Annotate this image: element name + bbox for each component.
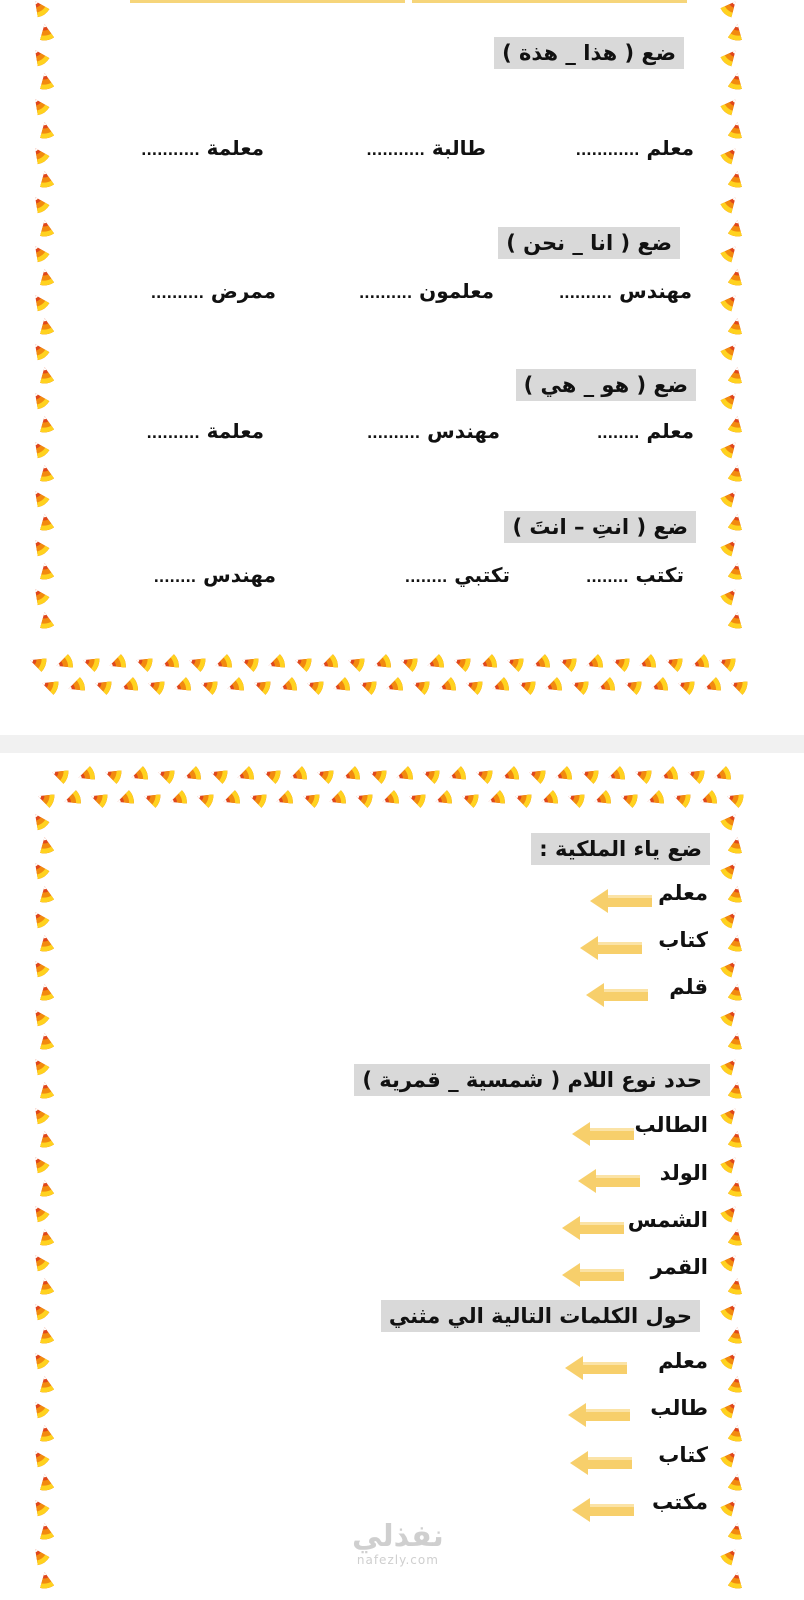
top-divider-left xyxy=(130,0,405,3)
fill-item xyxy=(141,136,264,160)
fill-item xyxy=(405,563,510,587)
blank-dots: ........... xyxy=(141,143,200,159)
blank-dots: .......... xyxy=(150,286,204,302)
watermark-latin: nafezly.com xyxy=(356,1553,439,1567)
item-word: مهندس xyxy=(619,279,692,303)
exercise-heading: ضع ( انتِ – انتَ ) xyxy=(504,511,696,543)
exercise-heading: ضع ( انا _ نحن ) xyxy=(498,227,680,259)
blank-dots: ........ xyxy=(153,570,197,586)
exercise-heading: ضع ( هو _ هي ) xyxy=(516,369,696,401)
item-word: معلمة xyxy=(206,136,264,160)
watermark xyxy=(352,1521,444,1567)
item-word: الولد xyxy=(659,1161,708,1185)
blank-dots: ........ xyxy=(586,570,629,586)
blank-dots: ........... xyxy=(366,143,425,159)
arrow-left-icon xyxy=(570,1450,632,1476)
item-word: معلم xyxy=(658,881,708,905)
top-divider-right xyxy=(412,0,687,3)
item-word: طالبة xyxy=(431,136,486,160)
blank-dots: ........ xyxy=(404,570,448,586)
item-word: كتاب xyxy=(658,928,708,952)
worksheet-page-1 xyxy=(0,0,804,735)
worksheet-page-2 xyxy=(0,753,804,1600)
item-word: كتاب xyxy=(658,1443,708,1467)
arrow-left-icon xyxy=(586,982,648,1008)
item-word: معلمة xyxy=(206,419,264,443)
fill-item xyxy=(597,419,694,443)
fill-item xyxy=(151,279,276,303)
candy-corn-border xyxy=(0,0,804,735)
arrow-left-icon xyxy=(565,1355,627,1381)
item-word: مكتب xyxy=(651,1490,708,1514)
blank-dots: .......... xyxy=(146,426,200,442)
item-word: معلم xyxy=(646,419,694,443)
fill-item xyxy=(367,419,500,443)
item-word: تكتب xyxy=(635,563,684,587)
arrow-left-icon xyxy=(590,888,652,914)
arrow-left-icon xyxy=(568,1402,630,1428)
fill-item xyxy=(576,136,694,160)
item-word: معلمون xyxy=(419,279,494,303)
exercise-heading: ضع ياء الملكية : xyxy=(531,833,710,865)
fill-item xyxy=(154,563,276,587)
arrow-left-icon xyxy=(562,1215,624,1241)
arrow-left-icon xyxy=(562,1262,624,1288)
exercise-heading: حدد نوع اللام ( شمسية _ قمرية ) xyxy=(354,1064,710,1096)
item-word: طالب xyxy=(650,1396,708,1420)
item-word: معلم xyxy=(658,1349,708,1373)
exercise-heading: حول الكلمات التالية الي مثني xyxy=(381,1300,700,1332)
fill-item xyxy=(359,279,494,303)
arrow-left-icon xyxy=(578,1168,640,1194)
item-word: مهندس xyxy=(427,419,500,443)
arrow-left-icon xyxy=(580,935,642,961)
item-word: مهندس xyxy=(203,563,276,587)
fill-item xyxy=(146,419,264,443)
fill-item xyxy=(366,136,486,160)
item-word: تكتبي xyxy=(454,563,510,587)
exercise-heading: ضع ( هذا _ هذة ) xyxy=(494,37,684,69)
blank-dots: ............ xyxy=(575,143,640,159)
blank-dots: .......... xyxy=(558,286,613,302)
item-word: قلم xyxy=(669,975,708,999)
item-word: الطالب xyxy=(634,1113,708,1137)
watermark-arabic: نفذلي xyxy=(352,1519,444,1554)
item-word: معلم xyxy=(646,136,694,160)
blank-dots: .......... xyxy=(366,426,421,442)
page-separator xyxy=(0,735,804,753)
item-word: القمر xyxy=(650,1255,708,1279)
item-word: الشمس xyxy=(627,1208,708,1232)
blank-dots: ........ xyxy=(596,426,640,442)
blank-dots: .......... xyxy=(358,286,413,302)
item-word: ممرض xyxy=(210,279,276,303)
arrow-left-icon xyxy=(572,1497,634,1523)
arrow-left-icon xyxy=(572,1121,634,1147)
fill-item xyxy=(586,563,684,587)
fill-item xyxy=(559,279,692,303)
